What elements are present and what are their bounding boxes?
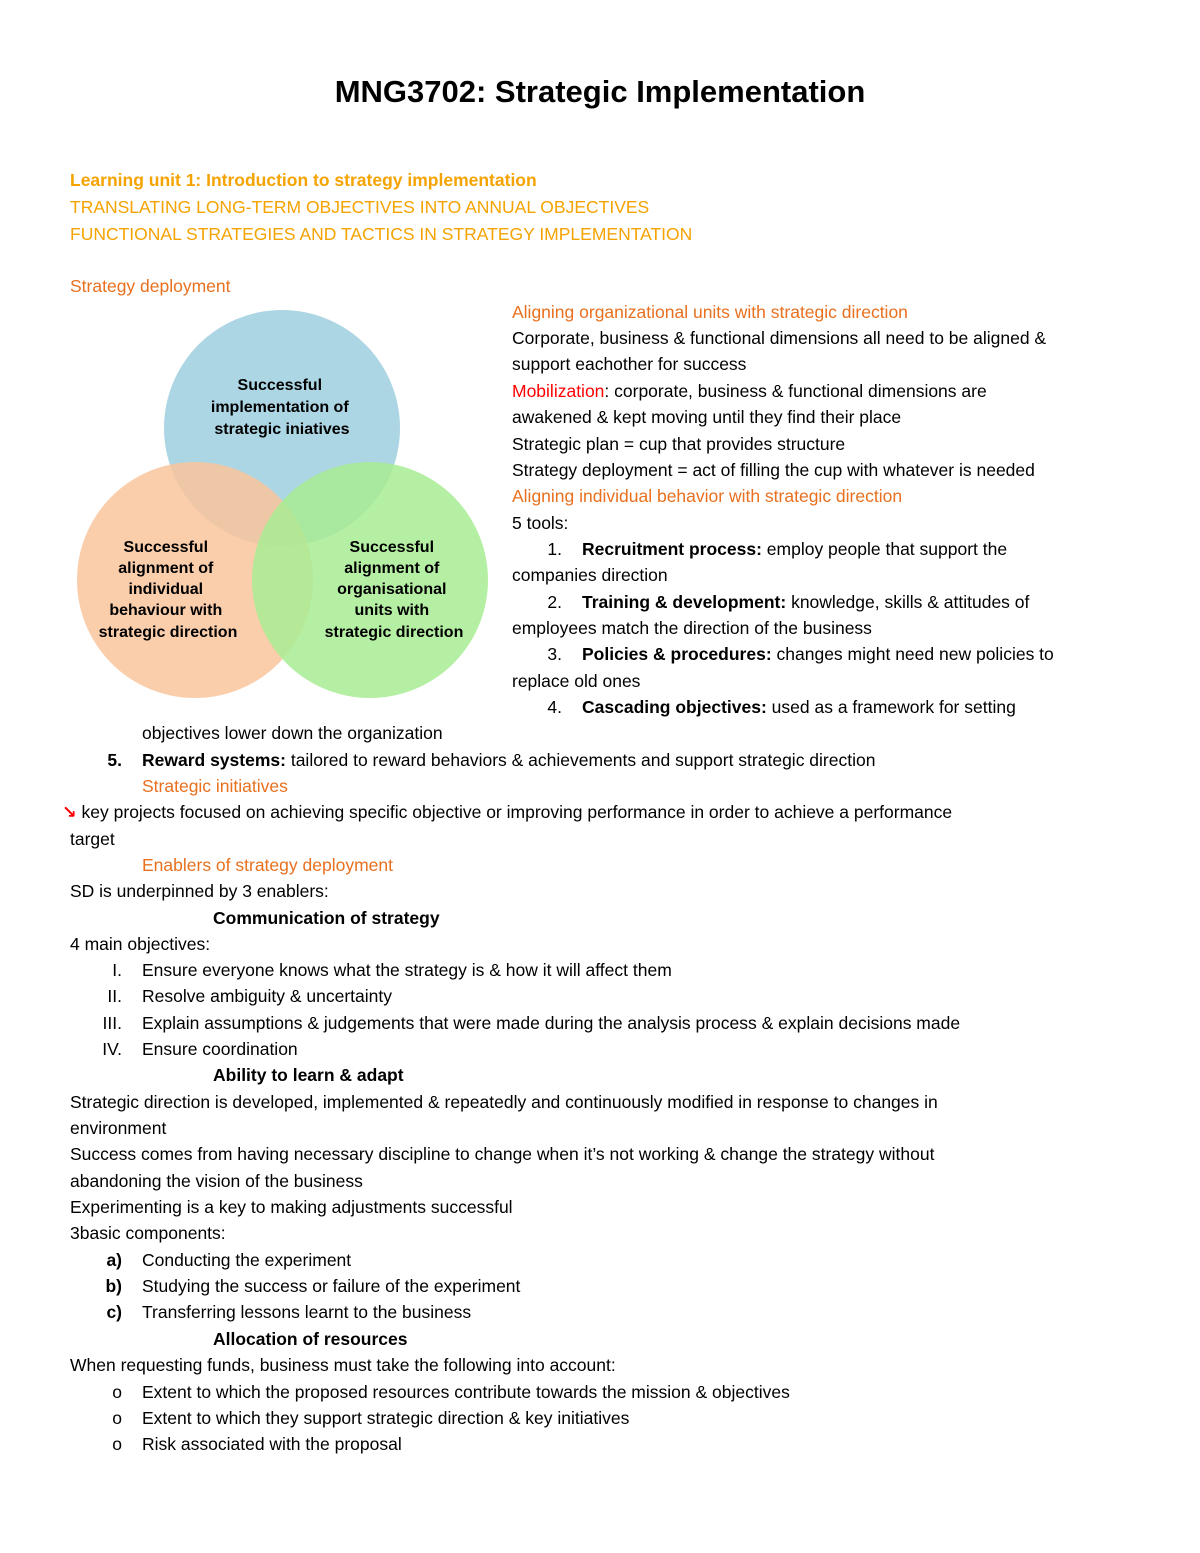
heading-allocation: Allocation of resources — [213, 1329, 408, 1349]
text-line: SD is underpinned by 3 enablers: — [70, 881, 329, 901]
list-item: Ensure coordination — [142, 1039, 298, 1059]
text-line: target — [70, 829, 115, 849]
heading-strategic-initiatives: Strategic initiatives — [142, 776, 288, 796]
heading-aligning-behavior: Aligning individual behavior with strategic direction — [512, 486, 903, 506]
list-item: Studying the success or failure of the experiment — [142, 1276, 521, 1296]
list-item: Ensure everyone knows what the strategy is & how it will affect them — [142, 960, 672, 980]
list-item: Training & development: knowledge, skills & attitudes of — [582, 592, 1030, 612]
list-number: 5. — [107, 750, 122, 770]
text-line: support eachother for success — [512, 354, 747, 374]
list-item: Recruitment process: employ people that support the — [582, 539, 1008, 559]
list-item: Transferring lessons learnt to the business — [142, 1302, 472, 1322]
list-number: a) — [106, 1250, 122, 1270]
list-item: Resolve ambiguity & uncertainty — [142, 986, 392, 1006]
venn-diagram — [60, 300, 500, 710]
section-strategy-deployment: Strategy deployment — [70, 276, 231, 296]
mobilization-line: Mobilization: corporate, business & functional dimensions are — [512, 381, 987, 401]
text-line: Experimenting is a key to making adjustments successful — [70, 1197, 513, 1217]
text-line: 3basic components: — [70, 1223, 226, 1243]
text-line: 4 main objectives: — [70, 934, 211, 954]
text-line: abandoning the vision of the business — [70, 1171, 363, 1191]
list-item: Reward systems: tailored to reward behaviors & achievements and support strategic direction — [142, 750, 876, 770]
list-item: Extent to which they support strategic direction & key initiatives — [142, 1408, 630, 1428]
list-number: I. — [112, 960, 122, 980]
venn-label-top: Successful implementation of strategic iniatives — [210, 377, 350, 438]
subheading-objectives: TRANSLATING LONG-TERM OBJECTIVES INTO ANNUAL OBJECTIVES — [70, 197, 650, 217]
mobilization-label: Mobilization — [512, 381, 605, 401]
bullet: o — [112, 1408, 122, 1428]
list-item: Conducting the experiment — [142, 1250, 352, 1270]
text-line: awakened & kept moving until they find their place — [512, 407, 902, 427]
venn-circle-right — [252, 462, 488, 698]
list-item: Policies & procedures: changes might need new policies to — [582, 644, 1054, 664]
text-line: replace old ones — [512, 671, 641, 691]
list-item: Cascading objectives: used as a framework for setting — [582, 697, 1016, 717]
list-number: 2. — [547, 592, 562, 612]
text-line: environment — [70, 1118, 167, 1138]
bullet: o — [112, 1434, 122, 1454]
list-number: 4. — [547, 697, 562, 717]
list-number: b) — [105, 1276, 122, 1296]
heading-aligning-units: Aligning organizational units with strategic direction — [512, 302, 908, 322]
text-line: employees match the direction of the business — [512, 618, 872, 638]
venn-label-right: Successful alignment of organisational units with strategic direction — [324, 539, 464, 641]
bullet: o — [112, 1382, 122, 1402]
text-line: companies direction — [512, 565, 668, 585]
list-number: II. — [107, 986, 122, 1006]
text-line: Success comes from having necessary discipline to change when it’s not working & change the strategy without — [70, 1144, 935, 1164]
text-line: Strategic plan = cup that provides structure — [512, 434, 846, 454]
list-item: Explain assumptions & judgements that were made during the analysis process & explain decisions made — [142, 1013, 961, 1033]
text-line: Strategy deployment = act of filling the cup with whatever is needed — [512, 460, 1035, 480]
list-number: III. — [102, 1013, 122, 1033]
text-line: 5 tools: — [512, 513, 569, 533]
page-title: MNG3702: Strategic Implementation — [334, 74, 866, 109]
initiatives-line: ↘ key projects focused on achieving specific objective or improving performance in order to achieve a performance — [62, 802, 953, 822]
subheading-functional: FUNCTIONAL STRATEGIES AND TACTICS IN STRATEGY IMPLEMENTATION — [70, 224, 693, 244]
text-line: objectives lower down the organization — [142, 723, 443, 743]
list-number: IV. — [102, 1039, 122, 1059]
text-line: Corporate, business & functional dimensions all need to be aligned & — [512, 328, 1047, 348]
list-number: c) — [106, 1302, 122, 1322]
arrow-down-right-icon: ↘ — [62, 802, 77, 822]
list-number: 3. — [547, 644, 562, 664]
heading-enablers: Enablers of strategy deployment — [142, 855, 393, 875]
list-item: Risk associated with the proposal — [142, 1434, 402, 1454]
heading-learn-adapt: Ability to learn & adapt — [213, 1065, 404, 1085]
venn-label-left: Successful alignment of individual behaviour with strategic direction — [98, 539, 238, 641]
heading-communication: Communication of strategy — [213, 908, 440, 928]
list-number: 1. — [547, 539, 562, 559]
learning-unit-heading: Learning unit 1: Introduction to strategy implementation — [70, 170, 537, 190]
list-item: Extent to which the proposed resources contribute towards the mission & objectives — [142, 1382, 790, 1402]
text-line: Strategic direction is developed, implemented & repeatedly and continuously modified in response to changes in — [70, 1092, 938, 1112]
text-line: When requesting funds, business must take the following into account: — [70, 1355, 616, 1375]
